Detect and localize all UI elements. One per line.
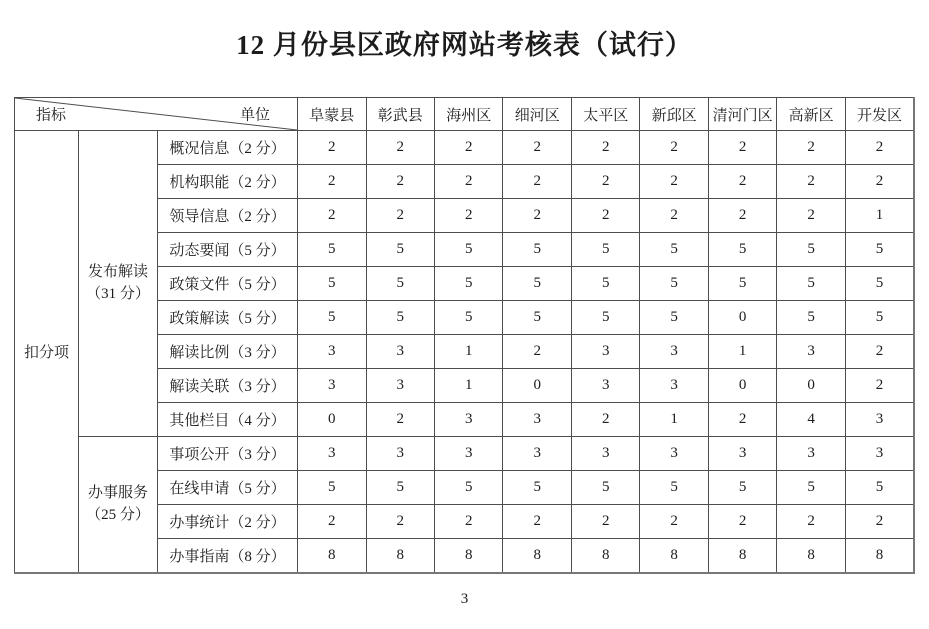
score-cell: 2: [298, 131, 366, 165]
score-cell: 5: [434, 301, 502, 335]
score-cell: 3: [298, 369, 366, 403]
score-cell: 0: [298, 403, 366, 437]
item-label-cell: 动态要闻（5 分）: [158, 233, 298, 267]
score-cell: 5: [640, 233, 708, 267]
score-cell: 3: [503, 437, 571, 471]
item-label-cell: 办事指南（8 分）: [158, 539, 298, 574]
score-cell: 2: [366, 131, 434, 165]
score-cell: 2: [503, 505, 571, 539]
score-cell: 2: [708, 131, 776, 165]
score-cell: 5: [298, 471, 366, 505]
score-cell: 2: [640, 165, 708, 199]
score-cell: 5: [640, 301, 708, 335]
score-cell: 5: [503, 233, 571, 267]
table-row: [15, 131, 915, 165]
score-cell: 2: [708, 505, 776, 539]
score-cell: 5: [571, 233, 639, 267]
score-cell: 5: [434, 267, 502, 301]
score-cell: 3: [777, 335, 845, 369]
item-label-cell: 办事统计（2 分）: [158, 505, 298, 539]
page-number: 3: [460, 591, 469, 607]
score-cell: 3: [640, 369, 708, 403]
score-cell: 1: [434, 335, 502, 369]
item-label-cell: 解读比例（3 分）: [158, 335, 298, 369]
item-label-cell: 概况信息（2 分）: [158, 131, 298, 165]
item-label-cell: 政策文件（5 分）: [158, 267, 298, 301]
score-cell: 2: [503, 335, 571, 369]
score-cell: 2: [845, 335, 914, 369]
score-cell: 2: [366, 165, 434, 199]
column-header-district: 太平区: [571, 98, 639, 131]
score-cell: 2: [298, 165, 366, 199]
score-cell: 1: [845, 199, 914, 233]
score-cell: 1: [434, 369, 502, 403]
score-cell: 5: [640, 471, 708, 505]
score-cell: 8: [708, 539, 776, 574]
score-cell: 2: [503, 165, 571, 199]
score-cell: 3: [366, 335, 434, 369]
score-cell: 5: [571, 301, 639, 335]
score-cell: 8: [298, 539, 366, 574]
score-cell: 2: [298, 199, 366, 233]
score-cell: 3: [845, 403, 914, 437]
score-cell: 0: [503, 369, 571, 403]
score-cell: 2: [640, 199, 708, 233]
column-header-district: 新邱区: [640, 98, 708, 131]
score-cell: 5: [503, 267, 571, 301]
group-label-line1: 发布解读: [87, 263, 148, 280]
score-cell: 8: [434, 539, 502, 574]
score-cell: 5: [298, 301, 366, 335]
score-cell: 2: [434, 199, 502, 233]
score-cell: 5: [640, 267, 708, 301]
header-row: [15, 98, 915, 131]
score-cell: 2: [366, 403, 434, 437]
group-label-line2: （25 分）: [86, 506, 150, 523]
score-cell: 5: [708, 233, 776, 267]
score-cell: 8: [366, 539, 434, 574]
score-cell: 8: [640, 539, 708, 574]
item-label-cell: 解读关联（3 分）: [158, 369, 298, 403]
item-label-cell: 机构职能（2 分）: [158, 165, 298, 199]
score-cell: 3: [845, 437, 914, 471]
assessment-table: [14, 97, 915, 574]
score-cell: 2: [640, 505, 708, 539]
score-cell: 3: [708, 437, 776, 471]
score-cell: 5: [434, 471, 502, 505]
score-cell: 2: [366, 505, 434, 539]
table-body: [15, 131, 915, 574]
score-cell: 3: [434, 403, 502, 437]
score-cell: 2: [571, 403, 639, 437]
score-cell: 3: [298, 335, 366, 369]
item-label-cell: 领导信息（2 分）: [158, 199, 298, 233]
score-cell: 2: [434, 131, 502, 165]
score-cell: 4: [777, 403, 845, 437]
score-cell: 8: [571, 539, 639, 574]
score-cell: 2: [640, 131, 708, 165]
score-cell: 2: [777, 165, 845, 199]
column-header-district: 海州区: [434, 98, 502, 131]
score-cell: 2: [434, 165, 502, 199]
corner-label-unit: 单位: [240, 107, 271, 124]
score-cell: 3: [777, 437, 845, 471]
column-header-district: 阜蒙县: [298, 98, 366, 131]
item-label-cell: 在线申请（5 分）: [158, 471, 298, 505]
score-cell: 2: [571, 131, 639, 165]
group-label-cell: [79, 437, 158, 574]
score-cell: 5: [777, 471, 845, 505]
score-cell: 2: [845, 131, 914, 165]
group-label-cell: [79, 131, 158, 437]
score-cell: 2: [777, 131, 845, 165]
score-cell: 8: [845, 539, 914, 574]
score-cell: 2: [777, 505, 845, 539]
score-cell: 5: [777, 301, 845, 335]
score-cell: 8: [503, 539, 571, 574]
score-cell: 5: [434, 233, 502, 267]
score-cell: 2: [708, 199, 776, 233]
column-header-district: 清河门区: [708, 98, 776, 131]
score-cell: 2: [571, 199, 639, 233]
corner-header-cell: [15, 98, 298, 131]
score-cell: 2: [571, 165, 639, 199]
score-cell: 5: [366, 471, 434, 505]
score-cell: 8: [777, 539, 845, 574]
item-label-cell: 政策解读（5 分）: [158, 301, 298, 335]
column-header-district: 细河区: [503, 98, 571, 131]
score-cell: 2: [708, 403, 776, 437]
score-cell: 3: [571, 369, 639, 403]
score-cell: 0: [777, 369, 845, 403]
score-cell: 3: [503, 403, 571, 437]
score-cell: 5: [708, 471, 776, 505]
score-cell: 5: [503, 301, 571, 335]
score-cell: 3: [571, 437, 639, 471]
score-cell: 3: [640, 437, 708, 471]
score-cell: 0: [708, 369, 776, 403]
score-cell: 5: [845, 471, 914, 505]
score-cell: 2: [708, 165, 776, 199]
score-cell: 5: [845, 267, 914, 301]
score-cell: 5: [777, 267, 845, 301]
score-cell: 3: [434, 437, 502, 471]
item-label-cell: 事项公开（3 分）: [158, 437, 298, 471]
score-cell: 5: [366, 301, 434, 335]
assessment-table-container: [14, 97, 915, 574]
score-cell: 2: [777, 199, 845, 233]
score-cell: 5: [708, 267, 776, 301]
score-cell: 5: [298, 267, 366, 301]
score-cell: 5: [845, 233, 914, 267]
table-row: [15, 437, 915, 471]
score-cell: 5: [845, 301, 914, 335]
score-cell: 5: [298, 233, 366, 267]
score-cell: 0: [708, 301, 776, 335]
score-cell: 1: [708, 335, 776, 369]
score-cell: 2: [571, 505, 639, 539]
score-cell: 2: [366, 199, 434, 233]
score-cell: 2: [845, 165, 914, 199]
score-cell: 2: [503, 199, 571, 233]
score-cell: 3: [366, 369, 434, 403]
score-cell: 3: [298, 437, 366, 471]
score-cell: 1: [640, 403, 708, 437]
score-cell: 3: [366, 437, 434, 471]
score-cell: 5: [366, 233, 434, 267]
score-cell: 2: [503, 131, 571, 165]
corner-label-indicator: 指标: [36, 107, 67, 124]
score-cell: 5: [777, 233, 845, 267]
score-cell: 3: [640, 335, 708, 369]
category-cell-deduction: 扣分项: [15, 131, 79, 574]
score-cell: 2: [845, 369, 914, 403]
score-cell: 2: [298, 505, 366, 539]
column-header-district: 开发区: [845, 98, 914, 131]
item-label-cell: 其他栏目（4 分）: [158, 403, 298, 437]
score-cell: 5: [503, 471, 571, 505]
score-cell: 5: [571, 471, 639, 505]
column-header-district: 高新区: [777, 98, 845, 131]
group-label-line2: （31 分）: [86, 285, 150, 302]
score-cell: 5: [366, 267, 434, 301]
page-title: 12 月份县区政府网站考核表（试行）: [236, 30, 693, 60]
score-cell: 5: [571, 267, 639, 301]
score-cell: 3: [571, 335, 639, 369]
group-label-line1: 办事服务: [87, 484, 148, 501]
column-header-district: 彰武县: [366, 98, 434, 131]
score-cell: 2: [434, 505, 502, 539]
score-cell: 2: [845, 505, 914, 539]
